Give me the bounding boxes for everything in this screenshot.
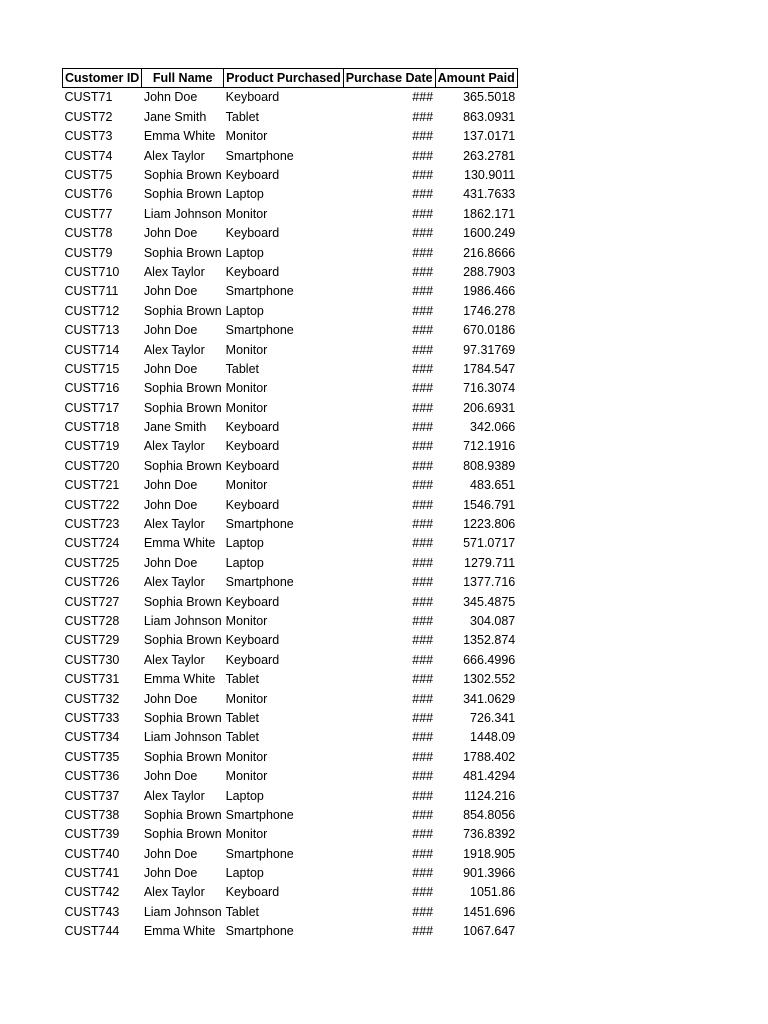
cell-purchase-date[interactable]: ### bbox=[412, 807, 434, 822]
cell-amount-paid[interactable]: 863.0931 bbox=[463, 109, 516, 124]
cell-purchase-date[interactable]: ### bbox=[412, 264, 434, 279]
header-amount-paid[interactable]: Amount Paid bbox=[435, 69, 517, 88]
cell-customer-id[interactable]: CUST743 bbox=[64, 904, 120, 919]
cell-amount-paid[interactable]: 1862.171 bbox=[463, 206, 516, 221]
cell-product[interactable]: Tablet bbox=[225, 109, 260, 124]
table-row bbox=[63, 146, 518, 165]
table-row bbox=[63, 166, 518, 185]
cell-full-name[interactable]: John Doe bbox=[143, 90, 198, 105]
cell-full-name[interactable]: Sophia Brown bbox=[143, 187, 222, 202]
cell-customer-id[interactable]: CUST77 bbox=[64, 206, 113, 221]
table-row bbox=[63, 340, 518, 359]
cell-customer-id[interactable]: CUST735 bbox=[64, 749, 120, 764]
cell-purchase-date[interactable]: ### bbox=[412, 381, 434, 396]
cell-customer-id[interactable]: CUST738 bbox=[64, 807, 120, 822]
cell-product[interactable]: Smartphone bbox=[225, 575, 294, 590]
cell-customer-id[interactable]: CUST729 bbox=[64, 633, 120, 648]
table-row bbox=[63, 282, 518, 301]
table-row bbox=[63, 127, 518, 146]
cell-customer-id[interactable]: CUST730 bbox=[64, 652, 120, 667]
cell-purchase-date[interactable]: ### bbox=[412, 420, 434, 435]
cell-product[interactable]: Monitor bbox=[225, 749, 268, 764]
cell-amount-paid[interactable]: 670.0186 bbox=[463, 323, 516, 338]
table-row bbox=[63, 631, 518, 650]
cell-amount-paid[interactable]: 483.651 bbox=[470, 478, 516, 493]
table-row bbox=[63, 786, 518, 805]
cell-product[interactable]: Smartphone bbox=[225, 846, 294, 861]
cell-product[interactable]: Monitor bbox=[225, 381, 268, 396]
cell-product[interactable]: Keyboard bbox=[225, 264, 280, 279]
cell-amount-paid[interactable]: 431.7633 bbox=[463, 187, 516, 202]
cell-customer-id[interactable]: CUST712 bbox=[64, 303, 120, 318]
cell-full-name[interactable]: Sophia Brown bbox=[143, 303, 222, 318]
cell-amount-paid[interactable]: 1546.791 bbox=[463, 497, 516, 512]
cell-purchase-date[interactable]: ### bbox=[412, 497, 434, 512]
cell-product[interactable]: Tablet bbox=[225, 904, 260, 919]
header-customer-id[interactable]: Customer ID bbox=[63, 69, 142, 88]
cell-full-name[interactable]: Emma White bbox=[143, 536, 216, 551]
table-row bbox=[63, 864, 518, 883]
cell-purchase-date[interactable]: ### bbox=[412, 594, 434, 609]
cell-full-name[interactable]: Alex Taylor bbox=[143, 342, 205, 357]
cell-purchase-date[interactable]: ### bbox=[412, 206, 434, 221]
cell-purchase-date[interactable]: ### bbox=[412, 652, 434, 667]
table-row bbox=[63, 495, 518, 514]
cell-customer-id[interactable]: CUST72 bbox=[64, 109, 113, 124]
table-row bbox=[63, 185, 518, 204]
header-product-purchased[interactable]: Product Purchased bbox=[224, 69, 344, 88]
cell-amount-paid[interactable]: 1223.806 bbox=[463, 517, 516, 532]
cell-full-name[interactable]: Emma White bbox=[143, 129, 216, 144]
cell-amount-paid[interactable]: 137.0171 bbox=[463, 129, 516, 144]
table-row bbox=[63, 301, 518, 320]
cell-product[interactable]: Smartphone bbox=[225, 284, 294, 299]
cell-full-name[interactable]: Liam Johnson bbox=[143, 730, 222, 745]
cell-customer-id[interactable]: CUST716 bbox=[64, 381, 120, 396]
cell-full-name[interactable]: John Doe bbox=[143, 478, 198, 493]
cell-amount-paid[interactable]: 736.8392 bbox=[463, 827, 516, 842]
cell-product[interactable]: Keyboard bbox=[225, 439, 280, 454]
cell-purchase-date[interactable]: ### bbox=[412, 400, 434, 415]
cell-purchase-date[interactable]: ### bbox=[412, 284, 434, 299]
cell-customer-id[interactable]: CUST78 bbox=[64, 226, 113, 241]
cell-purchase-date[interactable]: ### bbox=[412, 361, 434, 376]
cell-customer-id[interactable]: CUST725 bbox=[64, 555, 120, 570]
cell-customer-id[interactable]: CUST718 bbox=[64, 420, 120, 435]
cell-product[interactable]: Tablet bbox=[225, 672, 260, 687]
customer-purchase-table bbox=[62, 68, 518, 941]
table-row bbox=[63, 204, 518, 223]
table-row bbox=[63, 844, 518, 863]
table-row bbox=[63, 883, 518, 902]
table-row bbox=[63, 321, 518, 340]
cell-purchase-date[interactable]: ### bbox=[412, 109, 434, 124]
cell-customer-id[interactable]: CUST741 bbox=[64, 866, 120, 881]
cell-customer-id[interactable]: CUST727 bbox=[64, 594, 120, 609]
cell-full-name[interactable]: Liam Johnson bbox=[143, 904, 222, 919]
cell-purchase-date[interactable]: ### bbox=[412, 730, 434, 745]
cell-full-name[interactable]: Sophia Brown bbox=[143, 594, 222, 609]
cell-full-name[interactable]: John Doe bbox=[143, 361, 198, 376]
cell-amount-paid[interactable]: 666.4996 bbox=[463, 652, 516, 667]
cell-customer-id[interactable]: CUST719 bbox=[64, 439, 120, 454]
cell-customer-id[interactable]: CUST731 bbox=[64, 672, 120, 687]
cell-full-name[interactable]: John Doe bbox=[143, 226, 198, 241]
header-full-name[interactable]: Full Name bbox=[142, 69, 224, 88]
cell-full-name[interactable]: John Doe bbox=[143, 866, 198, 881]
cell-purchase-date[interactable]: ### bbox=[412, 904, 434, 919]
cell-purchase-date[interactable]: ### bbox=[412, 226, 434, 241]
cell-amount-paid[interactable]: 1124.216 bbox=[464, 788, 516, 803]
cell-product[interactable]: Tablet bbox=[225, 710, 260, 725]
cell-purchase-date[interactable]: ### bbox=[412, 555, 434, 570]
cell-amount-paid[interactable]: 216.8666 bbox=[463, 245, 516, 260]
cell-amount-paid[interactable]: 1302.552 bbox=[463, 672, 516, 687]
cell-product[interactable]: Monitor bbox=[225, 478, 268, 493]
cell-product[interactable]: Keyboard bbox=[225, 652, 280, 667]
cell-purchase-date[interactable]: ### bbox=[412, 517, 434, 532]
cell-full-name[interactable]: John Doe bbox=[143, 497, 198, 512]
cell-product[interactable]: Monitor bbox=[225, 400, 268, 415]
cell-product[interactable]: Smartphone bbox=[225, 924, 294, 939]
table-row bbox=[63, 263, 518, 282]
table-row bbox=[63, 825, 518, 844]
cell-product[interactable]: Keyboard bbox=[225, 90, 280, 105]
cell-customer-id[interactable]: CUST723 bbox=[64, 517, 120, 532]
cell-full-name[interactable]: Sophia Brown bbox=[143, 710, 222, 725]
cell-full-name[interactable]: Alex Taylor bbox=[143, 439, 205, 454]
cell-full-name[interactable]: Sophia Brown bbox=[143, 633, 222, 648]
cell-product[interactable]: Monitor bbox=[225, 206, 268, 221]
cell-amount-paid[interactable]: 901.3966 bbox=[463, 866, 516, 881]
cell-full-name[interactable]: John Doe bbox=[143, 284, 198, 299]
cell-amount-paid[interactable]: 342.066 bbox=[470, 420, 516, 435]
cell-customer-id[interactable]: CUST739 bbox=[64, 827, 120, 842]
cell-amount-paid[interactable]: 571.0717 bbox=[463, 536, 516, 551]
cell-amount-paid[interactable]: 1600.249 bbox=[463, 226, 516, 241]
cell-purchase-date[interactable]: ### bbox=[412, 536, 434, 551]
cell-full-name[interactable]: John Doe bbox=[143, 769, 198, 784]
cell-amount-paid[interactable]: 206.6931 bbox=[463, 400, 516, 415]
cell-full-name[interactable]: Sophia Brown bbox=[143, 749, 222, 764]
cell-full-name[interactable]: Alex Taylor bbox=[143, 264, 205, 279]
cell-product[interactable]: Tablet bbox=[225, 730, 260, 745]
cell-purchase-date[interactable]: ### bbox=[412, 769, 434, 784]
table-row bbox=[63, 88, 518, 108]
cell-customer-id[interactable]: CUST728 bbox=[64, 613, 120, 628]
cell-product[interactable]: Keyboard bbox=[225, 885, 280, 900]
cell-customer-id[interactable]: CUST733 bbox=[64, 710, 120, 725]
table-row bbox=[63, 922, 518, 941]
cell-amount-paid[interactable]: 854.8056 bbox=[463, 807, 516, 822]
cell-amount-paid[interactable]: 263.2781 bbox=[463, 148, 516, 163]
cell-purchase-date[interactable]: ### bbox=[412, 613, 434, 628]
cell-customer-id[interactable]: CUST71 bbox=[64, 90, 113, 105]
cell-full-name[interactable]: Sophia Brown bbox=[143, 827, 222, 842]
table-row bbox=[63, 805, 518, 824]
cell-amount-paid[interactable]: 130.9011 bbox=[464, 168, 516, 182]
cell-product[interactable]: Laptop bbox=[225, 866, 264, 881]
cell-purchase-date[interactable]: ### bbox=[412, 749, 434, 764]
cell-amount-paid[interactable]: 1067.647 bbox=[463, 924, 516, 939]
cell-full-name[interactable]: John Doe bbox=[143, 555, 198, 570]
cell-full-name[interactable]: Liam Johnson bbox=[143, 206, 222, 221]
cell-full-name[interactable]: Alex Taylor bbox=[143, 148, 205, 163]
cell-customer-id[interactable]: CUST73 bbox=[64, 129, 113, 144]
cell-customer-id[interactable]: CUST714 bbox=[64, 342, 120, 357]
table-row bbox=[63, 670, 518, 689]
table-row bbox=[63, 224, 518, 243]
cell-full-name[interactable]: Sophia Brown bbox=[143, 168, 222, 182]
cell-purchase-date[interactable]: ### bbox=[412, 129, 434, 144]
cell-product[interactable]: Keyboard bbox=[225, 168, 280, 182]
cell-purchase-date[interactable]: ### bbox=[412, 168, 434, 182]
cell-customer-id[interactable]: CUST732 bbox=[64, 691, 120, 706]
cell-product[interactable]: Laptop bbox=[225, 788, 264, 803]
cell-amount-paid[interactable]: 481.4294 bbox=[463, 769, 516, 784]
table-row bbox=[63, 747, 518, 766]
cell-amount-paid[interactable]: 1788.402 bbox=[463, 749, 516, 764]
cell-customer-id[interactable]: CUST76 bbox=[64, 187, 113, 202]
cell-customer-id[interactable]: CUST713 bbox=[64, 323, 120, 338]
cell-purchase-date[interactable]: ### bbox=[412, 342, 434, 357]
cell-customer-id[interactable]: CUST720 bbox=[64, 458, 120, 473]
cell-amount-paid[interactable]: 1448.09 bbox=[470, 730, 516, 745]
cell-amount-paid[interactable]: 1352.874 bbox=[463, 633, 516, 648]
cell-purchase-date[interactable]: ### bbox=[412, 924, 434, 939]
cell-amount-paid[interactable]: 808.9389 bbox=[463, 458, 516, 473]
cell-product[interactable]: Monitor bbox=[225, 342, 268, 357]
cell-full-name[interactable]: Alex Taylor bbox=[143, 575, 205, 590]
table-row bbox=[63, 612, 518, 631]
cell-amount-paid[interactable]: 1377.716 bbox=[463, 575, 516, 590]
cell-amount-paid[interactable]: 716.3074 bbox=[463, 381, 516, 396]
cell-amount-paid[interactable]: 712.1916 bbox=[463, 439, 516, 454]
cell-customer-id[interactable]: CUST740 bbox=[64, 846, 120, 861]
cell-purchase-date[interactable]: ### bbox=[412, 575, 434, 590]
cell-customer-id[interactable]: CUST742 bbox=[64, 885, 120, 900]
spreadsheet bbox=[62, 68, 518, 941]
table-row bbox=[63, 359, 518, 378]
cell-amount-paid[interactable]: 365.5018 bbox=[463, 90, 516, 105]
table-row bbox=[63, 650, 518, 669]
cell-product[interactable]: Monitor bbox=[225, 691, 268, 706]
table-body bbox=[63, 88, 518, 942]
table-row bbox=[63, 379, 518, 398]
cell-product[interactable]: Laptop bbox=[225, 187, 264, 202]
cell-product[interactable]: Keyboard bbox=[225, 594, 280, 609]
cell-customer-id[interactable]: CUST737 bbox=[64, 788, 120, 803]
cell-purchase-date[interactable]: ### bbox=[412, 458, 434, 473]
cell-product[interactable]: Keyboard bbox=[225, 420, 280, 435]
table-row bbox=[63, 592, 518, 611]
cell-customer-id[interactable]: CUST724 bbox=[64, 536, 120, 551]
header-row bbox=[63, 69, 518, 88]
table-row bbox=[63, 689, 518, 708]
cell-product[interactable]: Laptop bbox=[225, 555, 264, 570]
cell-product[interactable]: Tablet bbox=[225, 361, 260, 376]
cell-purchase-date[interactable]: ### bbox=[412, 148, 434, 163]
cell-amount-paid[interactable]: 1051.86 bbox=[470, 885, 516, 900]
cell-purchase-date[interactable]: ### bbox=[412, 866, 434, 881]
cell-full-name[interactable]: Alex Taylor bbox=[143, 885, 205, 900]
cell-customer-id[interactable]: CUST74 bbox=[64, 148, 113, 163]
cell-purchase-date[interactable]: ### bbox=[412, 846, 434, 861]
cell-product[interactable]: Monitor bbox=[225, 129, 268, 144]
cell-customer-id[interactable]: CUST736 bbox=[64, 769, 120, 784]
cell-full-name[interactable]: John Doe bbox=[143, 323, 198, 338]
cell-amount-paid[interactable]: 1784.547 bbox=[463, 361, 516, 376]
cell-customer-id[interactable]: CUST722 bbox=[64, 497, 120, 512]
cell-amount-paid[interactable]: 1451.696 bbox=[463, 904, 516, 919]
cell-purchase-date[interactable]: ### bbox=[412, 633, 434, 648]
cell-product[interactable]: Monitor bbox=[225, 827, 268, 842]
table-row bbox=[63, 902, 518, 921]
cell-customer-id[interactable]: CUST79 bbox=[64, 245, 113, 260]
cell-full-name[interactable]: Alex Taylor bbox=[143, 788, 205, 803]
cell-amount-paid[interactable]: 1986.466 bbox=[463, 284, 516, 299]
cell-full-name[interactable]: Liam Johnson bbox=[143, 613, 222, 628]
cell-purchase-date[interactable]: ### bbox=[412, 691, 434, 706]
cell-customer-id[interactable]: CUST717 bbox=[64, 400, 120, 415]
table-row bbox=[63, 107, 518, 126]
cell-product[interactable]: Laptop bbox=[225, 303, 264, 318]
cell-amount-paid[interactable]: 304.087 bbox=[470, 613, 516, 628]
cell-amount-paid[interactable]: 1918.905 bbox=[463, 846, 516, 861]
cell-customer-id[interactable]: CUST734 bbox=[64, 730, 120, 745]
table-row bbox=[63, 398, 518, 417]
cell-product[interactable]: Monitor bbox=[225, 769, 268, 784]
cell-product[interactable]: Smartphone bbox=[225, 517, 294, 532]
cell-product[interactable]: Keyboard bbox=[225, 458, 280, 473]
table-row bbox=[63, 418, 518, 437]
cell-full-name[interactable]: Sophia Brown bbox=[143, 458, 222, 473]
cell-full-name[interactable]: Emma White bbox=[143, 672, 216, 687]
cell-amount-paid[interactable]: 345.4875 bbox=[463, 594, 516, 609]
cell-product[interactable]: Smartphone bbox=[225, 148, 294, 163]
header-purchase-date[interactable]: Purchase Date bbox=[343, 69, 435, 88]
cell-full-name[interactable]: Alex Taylor bbox=[143, 517, 205, 532]
cell-customer-id[interactable]: CUST721 bbox=[64, 478, 120, 493]
cell-customer-id[interactable]: CUST726 bbox=[64, 575, 120, 590]
cell-full-name[interactable]: Sophia Brown bbox=[143, 400, 222, 415]
cell-full-name[interactable]: Jane Smith bbox=[143, 420, 207, 435]
cell-full-name[interactable]: John Doe bbox=[143, 846, 198, 861]
cell-full-name[interactable]: Emma White bbox=[143, 924, 216, 939]
cell-full-name[interactable]: Sophia Brown bbox=[143, 807, 222, 822]
table-row bbox=[63, 515, 518, 534]
cell-product[interactable]: Laptop bbox=[225, 536, 264, 551]
cell-full-name[interactable]: Jane Smith bbox=[143, 109, 207, 124]
table-header bbox=[63, 69, 518, 88]
cell-full-name[interactable]: Alex Taylor bbox=[143, 652, 205, 667]
cell-product[interactable]: Monitor bbox=[225, 613, 268, 628]
cell-product[interactable]: Keyboard bbox=[225, 497, 280, 512]
cell-purchase-date[interactable]: ### bbox=[412, 478, 434, 493]
table-row bbox=[63, 456, 518, 475]
table-row bbox=[63, 709, 518, 728]
table-row bbox=[63, 534, 518, 553]
cell-purchase-date[interactable]: ### bbox=[412, 788, 434, 803]
cell-purchase-date[interactable]: ### bbox=[412, 710, 434, 725]
cell-purchase-date[interactable]: ### bbox=[412, 885, 434, 900]
cell-customer-id[interactable]: CUST710 bbox=[64, 264, 120, 279]
cell-full-name[interactable]: Sophia Brown bbox=[143, 381, 222, 396]
table-row bbox=[63, 767, 518, 786]
cell-product[interactable]: Smartphone bbox=[225, 323, 294, 338]
cell-amount-paid[interactable]: 341.0629 bbox=[463, 691, 516, 706]
table-row bbox=[63, 476, 518, 495]
cell-amount-paid[interactable]: 1279.711 bbox=[464, 555, 516, 570]
cell-full-name[interactable]: Sophia Brown bbox=[143, 245, 222, 260]
cell-purchase-date[interactable]: ### bbox=[412, 439, 434, 454]
cell-purchase-date[interactable]: ### bbox=[412, 303, 434, 318]
table-row bbox=[63, 437, 518, 456]
cell-purchase-date[interactable]: ### bbox=[412, 187, 434, 202]
cell-amount-paid[interactable]: 1746.278 bbox=[463, 303, 516, 318]
cell-customer-id[interactable]: CUST711 bbox=[64, 284, 119, 299]
cell-purchase-date[interactable]: ### bbox=[412, 90, 434, 105]
cell-amount-paid[interactable]: 726.341 bbox=[470, 710, 516, 725]
table-row bbox=[63, 243, 518, 262]
cell-purchase-date[interactable]: ### bbox=[412, 672, 434, 687]
cell-purchase-date[interactable]: ### bbox=[412, 827, 434, 842]
cell-purchase-date[interactable]: ### bbox=[412, 323, 434, 338]
cell-product[interactable]: Keyboard bbox=[225, 226, 280, 241]
table-row bbox=[63, 553, 518, 572]
cell-customer-id[interactable]: CUST715 bbox=[64, 361, 120, 376]
table-row bbox=[63, 573, 518, 592]
cell-product[interactable]: Laptop bbox=[225, 245, 264, 260]
cell-full-name[interactable]: John Doe bbox=[143, 691, 198, 706]
cell-amount-paid[interactable]: 97.31769 bbox=[463, 342, 516, 357]
cell-product[interactable]: Smartphone bbox=[225, 807, 294, 822]
cell-customer-id[interactable]: CUST75 bbox=[64, 168, 113, 182]
cell-product[interactable]: Keyboard bbox=[225, 633, 280, 648]
table-row bbox=[63, 728, 518, 747]
cell-amount-paid[interactable]: 288.7903 bbox=[463, 264, 516, 279]
cell-customer-id[interactable]: CUST744 bbox=[64, 924, 120, 939]
cell-purchase-date[interactable]: ### bbox=[412, 245, 434, 260]
